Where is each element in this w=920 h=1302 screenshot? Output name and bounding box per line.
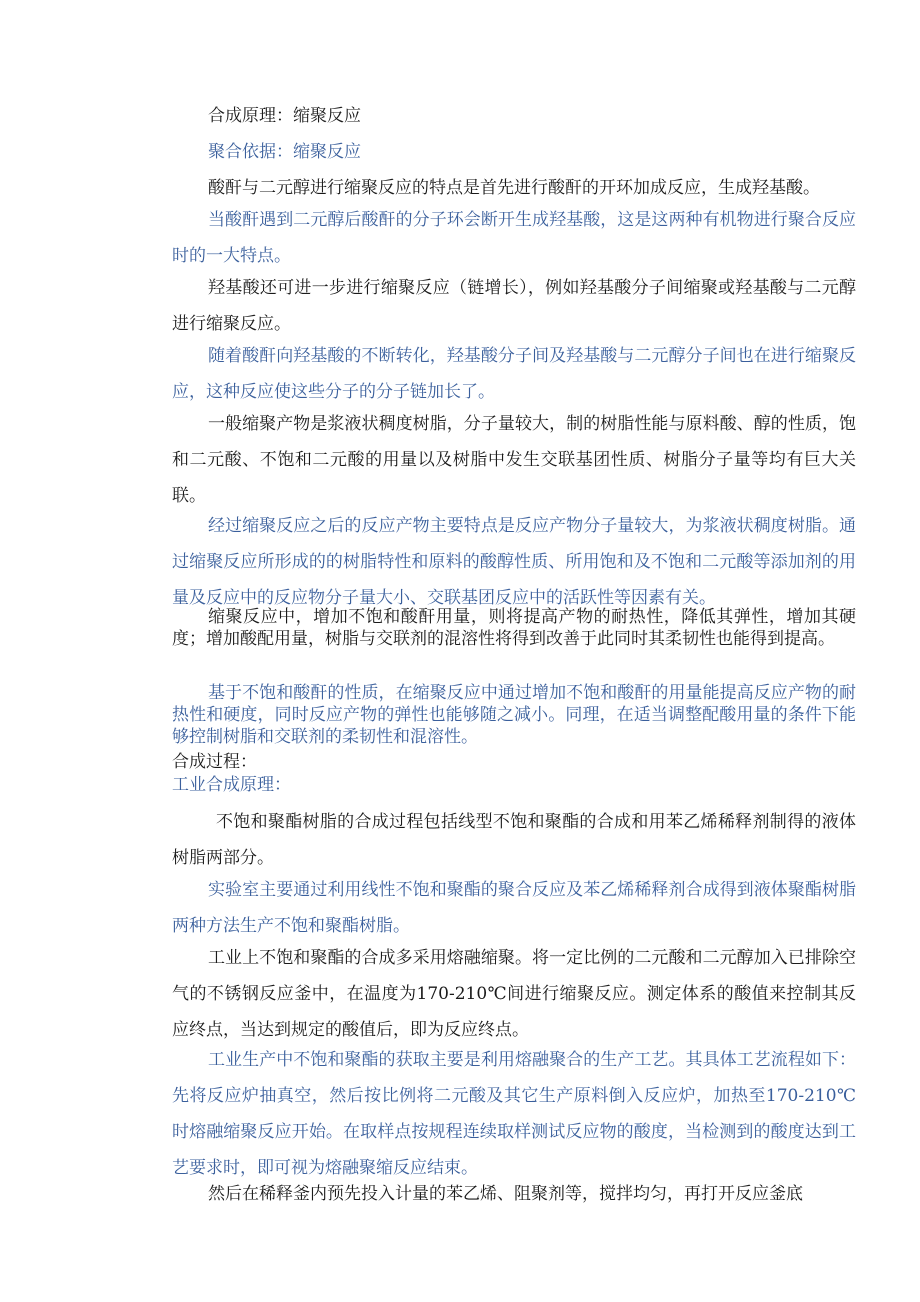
paragraph-laboratory-methods: 实验室主要通过利用线性不饱和聚酯的聚合反应及苯乙烯稀释剂合成得到液体聚酯树脂两种方法生产不饱和聚酯树脂。 <box>172 880 856 936</box>
paragraph-polymerization-basis: 聚合依据：缩聚反应 <box>208 142 361 162</box>
paragraph-conversion: 随着酸酐向羟基酸的不断转化，羟基酸分子间及羟基酸与二元醇分子间也在进行缩聚反应，这种反应使这些分子的分子链加长了。 <box>172 346 856 402</box>
paragraph-synthesis-principle: 合成原理：缩聚反应 <box>208 106 361 126</box>
paragraph-chain-growth: 羟基酸还可进一步进行缩聚反应（链增长），例如羟基酸分子间缩聚或羟基酸与二元醇进行缩聚反应。 <box>172 278 856 334</box>
paragraph-melt-polycondensation: 工业上不饱和聚酯的合成多采用熔融缩聚。将一定比例的二元酸和二元醇加入已排除空气的不锈钢反应釜中，在温度为170-210℃间进行缩聚反应。测定体系的酸值来控制其反应终点，当达到规定的酸值后，即为反应终点。 <box>172 948 856 1040</box>
heading-industrial-principle: 工业合成原理： <box>172 775 291 795</box>
paragraph-dilution-step: 然后在稀释釜内预先投入计量的苯乙烯、阻聚剂等，搅拌均匀，再打开反应釜底 <box>208 1184 803 1204</box>
paragraph-unsaturated-anhydride-effect: 缩聚反应中，增加不饱和酸酐用量，则将提高产物的耐热性，降低其弹性，增加其硬度；增加酸配用量，树脂与交联剂的混溶性将得到改善于此同时其柔韧性也能得到提高。 <box>172 607 856 649</box>
paragraph-synthesis-overview: 不饱和聚酯树脂的合成过程包括线型不饱和聚酯的合成和用苯乙烯稀释剂制得的液体树脂两部分。 <box>172 812 856 868</box>
paragraph-product-features: 经过缩聚反应之后的反应产物主要特点是反应产物分子量较大，为浆液状稠度树脂。通过缩聚反应所形成的的树脂特性和原料的酸醇性质、所用饱和及不饱和二元酸等添加剂的用量及反应中的反应物分子量大小、交联基团反应中的活跃性等因素有关。 <box>172 516 856 608</box>
paragraph-industrial-process: 工业生产中不饱和聚酯的获取主要是利用熔融聚合的生产工艺。其具体工艺流程如下：先将反应炉抽真空，然后按比例将二元酸及其它生产原料倒入反应炉，加热至170-210℃时熔融缩聚反应开始。在取样点按规程连续取样测试反应物的酸度，当检测到的酸度达到工艺要求时，即可视为熔融聚缩反应结束。 <box>172 1050 856 1178</box>
paragraph-anhydride-diol-feature: 酸酐与二元醇进行缩聚反应的特点是首先进行酸酐的开环加成反应，生成羟基酸。 <box>208 178 820 198</box>
paragraph-product-properties: 一般缩聚产物是浆液状稠度树脂，分子量较大，制的树脂性能与原料酸、醇的性质，饱和二元酸、不饱和二元酸的用量以及树脂中发生交联基团性质、树脂分子量等均有巨大关联。 <box>172 414 856 506</box>
paragraph-ring-opening: 当酸酐遇到二元醇后酸酐的分子环会断开生成羟基酸，这是这两种有机物进行聚合反应时的一大特点。 <box>172 210 856 266</box>
paragraph-anhydride-properties: 基于不饱和酸酐的性质，在缩聚反应中通过增加不饱和酸酐的用量能提高反应产物的耐热性和硬度，同时反应产物的弹性也能够随之减小。同理，在适当调整配酸用量的条件下能够控制树脂和交联剂的柔韧性和混溶性。 <box>172 683 856 747</box>
heading-synthesis-process: 合成过程： <box>172 752 257 772</box>
